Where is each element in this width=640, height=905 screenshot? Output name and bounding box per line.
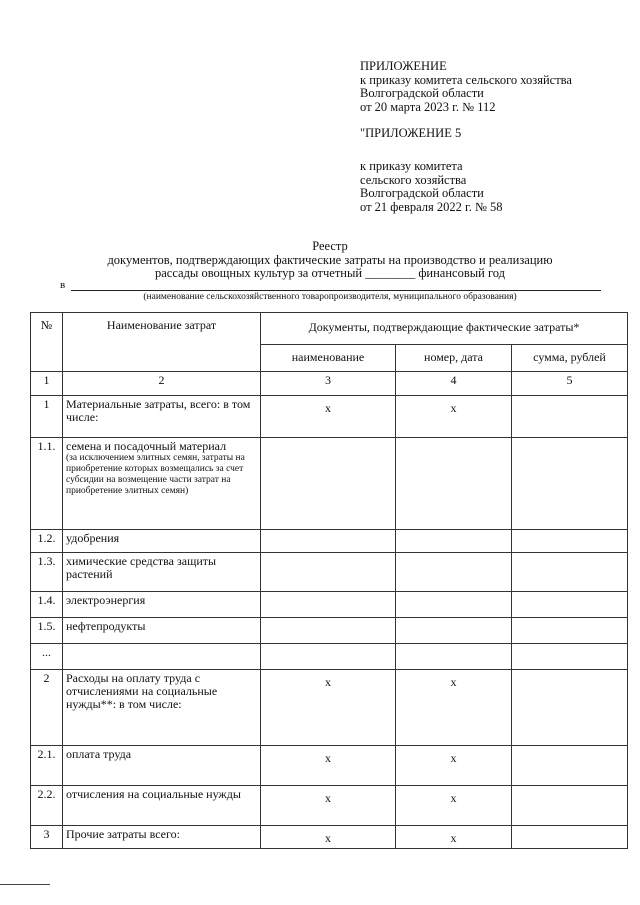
row-doc-sum [512,670,628,746]
row-doc-name: х [261,396,396,438]
row-doc-sum [512,618,628,644]
row-doc-number: х [396,826,512,849]
table-header-row [31,313,628,345]
register-table [30,312,628,849]
row-doc-number [396,553,512,592]
table-row [31,618,628,644]
org-caption: (наименование сельскохозяйственного товаропроизводителя, муниципального образования) [143,292,517,302]
appendix5-header-line: к приказу комитета [360,159,463,173]
org-fill-line [71,290,601,291]
row-doc-name [261,438,396,530]
row-doc-sum [512,826,628,849]
row-doc-name [261,592,396,618]
row-name [63,530,261,553]
header-doc-number: номер, дата [396,345,512,372]
row-doc-sum [512,786,628,826]
row-number: 2.1. [31,746,63,786]
row-name [63,396,261,438]
row-doc-number: х [396,746,512,786]
appendix-header-line: ПРИЛОЖЕНИЕ [360,59,447,73]
row-doc-name [261,530,396,553]
header-name: Наименование затрат [63,313,261,372]
appendix5-header [360,160,503,214]
register-title [60,240,600,281]
row-doc-number: х [396,670,512,746]
header-docs: Документы, подтверждающие фактические затраты* [261,313,628,345]
row-name-text: Расходы на оплату труда с отчислениями на социальные нужды**: в том числе: [66,671,218,711]
appendix5-header-line: сельского хозяйства [360,172,467,187]
row-name [63,618,261,644]
row-name-text: электроэнергия [66,593,146,607]
row-doc-sum [512,592,628,618]
table-row [31,553,628,592]
row-name [63,746,261,786]
appendix5-title: "ПРИЛОЖЕНИЕ 5 [360,126,462,140]
row-doc-name [261,553,396,592]
row-doc-number [396,644,512,670]
footnote-rule [0,884,50,885]
row-doc-number [396,530,512,553]
org-prefix: в [60,279,66,291]
table-row [31,396,628,438]
row-doc-name: х [261,786,396,826]
row-number: 2.2. [31,786,63,826]
column-number: 2 [63,372,261,396]
row-doc-sum [512,396,628,438]
table-row [31,786,628,826]
row-doc-number [396,618,512,644]
row-doc-sum [512,530,628,553]
register-title-line: документов, подтверждающих фактические затраты на производство и реализацию [107,252,553,267]
row-doc-number: х [396,396,512,438]
header-num: № [31,313,63,372]
row-name-text: химические средства защиты растений [66,554,217,581]
row-number: 2 [31,670,63,746]
row-name-text: Прочие затраты всего: [66,827,180,841]
table-row [31,826,628,849]
row-doc-name: х [261,670,396,746]
appendix-header [360,60,572,114]
row-name-text: нефтепродукты [66,619,146,633]
row-name-text: оплата труда [66,747,132,761]
row-name [63,592,261,618]
row-number: 3 [31,826,63,849]
header-doc-sum: сумма, рублей [512,345,628,372]
row-doc-name: х [261,826,396,849]
row-number: ... [31,644,63,670]
row-name-text: удобрения [66,531,120,545]
row-name [63,826,261,849]
header-doc-name: наименование [261,345,396,372]
row-doc-number: х [396,786,512,826]
appendix5-header-line: Волгоградской области [360,186,484,200]
table-row [31,530,628,553]
row-name-text: Материальные затраты, всего: в том числе: [66,397,251,424]
table-row [31,438,628,530]
column-number: 3 [261,372,396,396]
row-note: (за исключением элитных семян, затраты на приобретение которых возмещались за счет субсидии на возмещение части затрат на приобретение элитных семян) [66,453,245,496]
row-doc-sum [512,553,628,592]
row-number: 1 [31,396,63,438]
table-row [31,670,628,746]
row-number: 1.3. [31,553,63,592]
row-doc-name: х [261,746,396,786]
row-number: 1.1. [31,438,63,530]
table-row [31,592,628,618]
row-name [63,438,261,530]
table-row [31,746,628,786]
register-title-line: Реестр [312,239,348,253]
row-name [63,553,261,592]
row-doc-sum [512,644,628,670]
row-doc-sum [512,438,628,530]
column-numbers-row [31,372,628,396]
row-doc-number [396,438,512,530]
row-name [63,670,261,746]
appendix-header-line: от 20 марта 2023 г. № 112 [360,99,496,114]
row-name [63,644,261,670]
row-doc-name [261,644,396,670]
table-row [31,644,628,670]
row-number: 1.2. [31,530,63,553]
row-doc-number [396,592,512,618]
appendix-header-line: Волгоградской области [360,86,484,100]
register-title-line: рассады овощных культур за отчетный ________ финансовый год [154,266,506,280]
row-name [63,786,261,826]
appendix-header-line: к приказу комитета сельского хозяйства [360,72,572,87]
row-number: 1.4. [31,592,63,618]
row-doc-sum [512,746,628,786]
column-number: 5 [512,372,628,396]
column-number: 4 [396,372,512,396]
row-name-text: отчисления на социальные нужды [66,787,241,801]
column-number: 1 [31,372,63,396]
row-name-text: семена и посадочный материал [66,439,227,453]
row-number: 1.5. [31,618,63,644]
row-doc-name [261,618,396,644]
appendix5-header-line: от 21 февраля 2022 г. № 58 [360,199,503,214]
